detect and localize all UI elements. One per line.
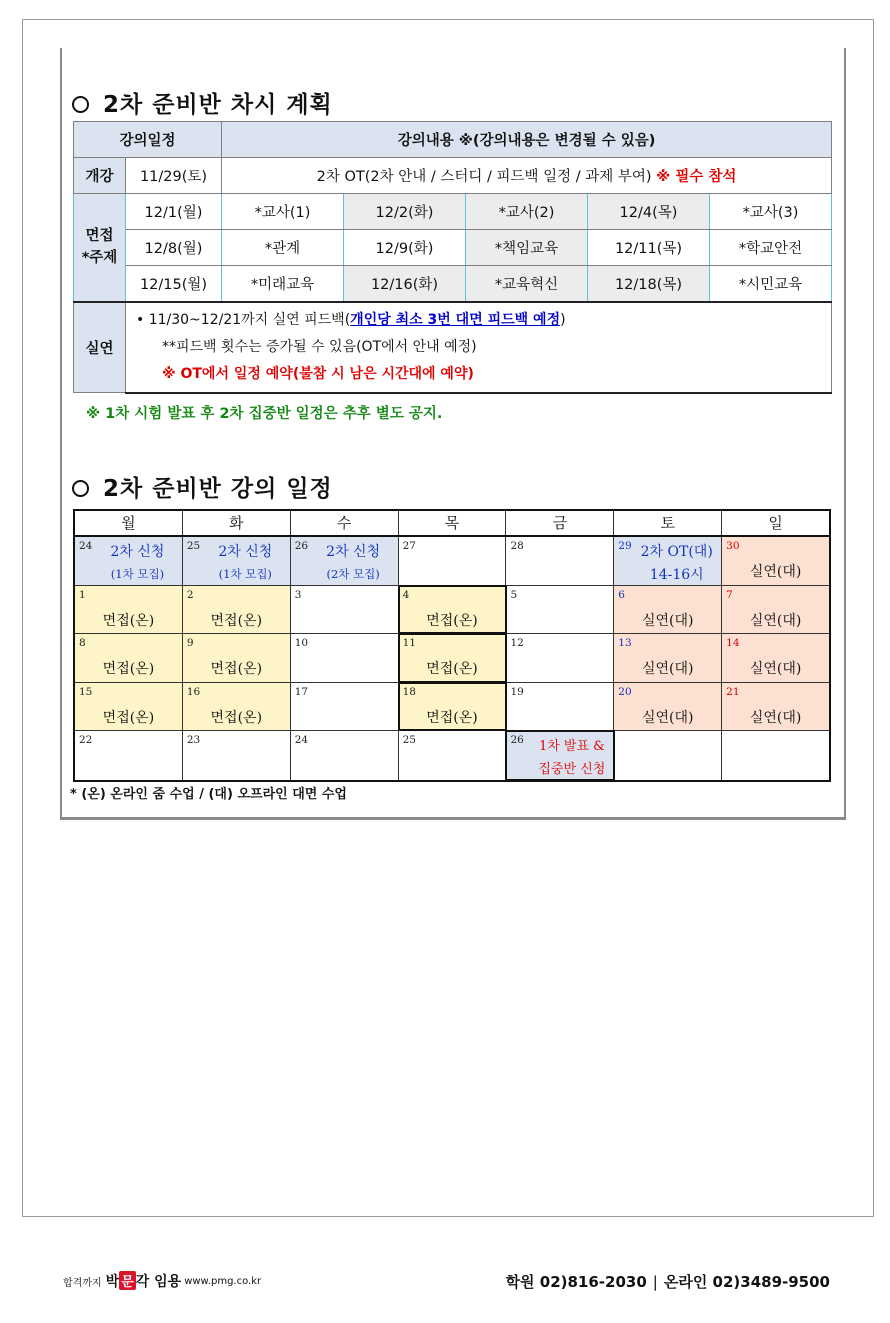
- day-number: 20: [618, 685, 632, 698]
- event-label: 2차 신청: [218, 544, 273, 560]
- event-sublabel: (1차 모집): [110, 567, 165, 581]
- footer-contact: 학원 02)816-2030 | 온라인 02)3489-9500: [505, 1273, 830, 1291]
- reservation-note: ※ OT에서 일정 예약(불참 시 남은 시간대에 예약): [162, 365, 474, 382]
- event-label: 면접(온): [426, 661, 478, 678]
- calendar-day: [722, 537, 829, 585]
- weekday-label: 목: [399, 511, 507, 535]
- section-title-plan: 2차 준비반 차시 계획: [72, 86, 333, 119]
- weekday-label: 금: [506, 511, 614, 535]
- day-number: 6: [618, 588, 625, 601]
- calendar-day: [399, 731, 507, 780]
- brand-logo: 박 문 각 임용: [106, 1271, 182, 1291]
- calendar-day: [75, 683, 183, 731]
- interview-topic: *학교안전: [710, 230, 832, 266]
- interview-date: 12/1(월): [126, 194, 222, 230]
- calendar-day: [722, 634, 829, 682]
- interview-date: 12/4(목): [588, 194, 710, 230]
- event-label: 실연(대): [749, 661, 802, 678]
- online-phone: 온라인 02)3489-9500: [663, 1273, 830, 1291]
- day-number: 18: [402, 685, 416, 698]
- day-number: 10: [294, 637, 309, 650]
- event-label: 2차 신청: [326, 544, 381, 560]
- plan-table: [73, 121, 832, 394]
- interview-row-3: [74, 266, 832, 302]
- day-number: 13: [618, 637, 632, 650]
- calendar-day: [399, 634, 507, 682]
- calendar-week: [75, 634, 829, 683]
- day-number: 14: [726, 637, 740, 650]
- day-number: 3: [294, 588, 302, 601]
- interview-topic: *시민교육: [710, 266, 832, 302]
- calendar-day: [722, 731, 829, 780]
- calendar-day: [75, 731, 183, 780]
- calendar-day: [75, 634, 183, 682]
- event-label: 실연(대): [641, 709, 694, 726]
- day-number: 2: [186, 588, 194, 601]
- weekday-label: 수: [291, 511, 399, 535]
- interview-date: 12/11(목): [588, 230, 710, 266]
- event-label: 실연(대): [749, 709, 802, 726]
- interview-date: 12/15(월): [126, 266, 222, 302]
- calendar-day: [291, 683, 399, 731]
- day-number: 30: [726, 540, 740, 552]
- day-number: 11: [402, 637, 416, 650]
- interview-date: 12/18(목): [588, 266, 710, 302]
- academy-phone: 학원 02)816-2030: [505, 1273, 647, 1291]
- header-schedule: 강의일정: [74, 122, 222, 158]
- weekday-label: 일: [768, 514, 783, 532]
- interview-row-2: [74, 230, 832, 266]
- event-label: 2차 OT(대): [640, 544, 713, 560]
- day-number: 15: [79, 685, 93, 698]
- event-sublabel: (1차 모집): [218, 567, 272, 581]
- calendar-day: [291, 634, 399, 682]
- day-number: 25: [186, 540, 201, 552]
- event-label: 면접(온): [102, 661, 155, 678]
- event-label: 면접(온): [102, 709, 155, 726]
- weekday-label: 화: [183, 511, 291, 535]
- event-label: 면접(온): [210, 709, 263, 726]
- interview-topic: *교육혁신: [466, 266, 588, 302]
- interview-topic: *관계: [222, 230, 344, 266]
- day-number: 9: [186, 637, 194, 650]
- weekday-label: 월: [75, 511, 183, 535]
- day-number: 24: [79, 540, 93, 552]
- calendar-day: [722, 683, 829, 731]
- calendar-day: [614, 731, 722, 780]
- calendar-day: [183, 586, 291, 634]
- event-label: 실연(대): [641, 661, 694, 678]
- calendar-day: [75, 586, 183, 634]
- day-number: 26: [510, 734, 524, 747]
- header-content: 강의내용 ※(강의내용은 변경될 수 있음): [222, 122, 832, 158]
- calendar-day: [614, 683, 722, 731]
- day-number: 5: [510, 588, 518, 601]
- event-label: 실연(대): [641, 612, 694, 629]
- calendar-day: [722, 586, 829, 634]
- interview-date: 12/8(월): [126, 230, 222, 266]
- event-label: 면접(온): [210, 612, 263, 629]
- event-sublabel: 집중반 신청: [538, 762, 606, 778]
- footer-logo: 합격까지 박 문 각 임용 www.pmg.co.kr: [63, 1271, 261, 1291]
- calendar-day: [506, 634, 614, 682]
- day-number: 29: [618, 540, 632, 552]
- event-label: 면접(온): [102, 612, 155, 629]
- event-label: 면접(온): [426, 612, 478, 629]
- day-number: 19: [510, 685, 524, 698]
- plan-header-row: [74, 122, 832, 158]
- calendar-day: [291, 586, 399, 634]
- practice-label: 실연: [74, 302, 126, 393]
- event-label: 실연(대): [749, 564, 802, 580]
- calendar-day: [614, 586, 722, 634]
- day-number: 28: [510, 540, 524, 552]
- calendar-day: [399, 537, 507, 585]
- calendar-day: [183, 634, 291, 682]
- weekday-label: 토: [614, 511, 722, 535]
- day-number: 27: [402, 540, 416, 552]
- interview-topic: *교사(1): [222, 194, 344, 230]
- required-attendance: ※ 필수 참석: [656, 169, 737, 185]
- interview-label: 면접 *주제: [74, 194, 126, 302]
- interview-date: 12/16(화): [344, 266, 466, 302]
- event-label: 면접(온): [426, 709, 478, 726]
- footer-url[interactable]: www.pmg.co.kr: [184, 1275, 262, 1287]
- calendar-day: [506, 731, 614, 780]
- day-number: 23: [186, 734, 201, 747]
- interview-topic: *미래교육: [222, 266, 344, 302]
- calendar-day: [614, 537, 722, 585]
- day-number: 26: [294, 540, 309, 552]
- calendar-day: [506, 586, 614, 634]
- day-number: 17: [294, 685, 309, 698]
- interview-topic: *책임교육: [466, 230, 588, 266]
- interview-topic: *교사(3): [710, 194, 832, 230]
- calendar-day: [399, 586, 507, 634]
- calendar-day: [614, 634, 722, 682]
- opening-date: 11/29(토): [126, 158, 222, 194]
- interview-topic: *교사(2): [466, 194, 588, 230]
- event-sublabel: 14-16시: [649, 567, 704, 583]
- practice-row: [74, 302, 832, 393]
- calendar-legend: * (온) 온라인 줌 수업 / (대) 오프라인 대면 수업: [70, 787, 347, 802]
- opening-content: 2차 OT(2차 안내 / 스터디 / 피드백 일정 / 과제 부여) ※ 필수 참석: [222, 158, 832, 194]
- schedule-calendar: [73, 509, 831, 782]
- interview-date: 12/2(화): [344, 194, 466, 230]
- day-number: 7: [726, 588, 733, 601]
- practice-content: • 11/30~12/21까지 실연 피드백(개인당 최소 3번 대면 피드백 예정) **피드백 횟수는 증가될 수 있음(OT에서 안내 예정) ※ OT에서 일정 예약(불참 시 남은 시간대에 예약): [126, 302, 832, 393]
- calendar-week: [75, 731, 829, 780]
- day-number: 21: [726, 685, 740, 698]
- day-number: 25: [402, 734, 416, 747]
- calendar-day: [506, 537, 614, 585]
- calendar-week: [75, 683, 829, 732]
- calendar-day: [399, 683, 507, 731]
- event-label: 실연(대): [749, 612, 802, 629]
- calendar-day: [183, 537, 291, 585]
- calendar-day: [291, 537, 399, 585]
- calendar-body: [75, 537, 829, 780]
- interview-row-1: [74, 194, 832, 230]
- day-number: 4: [402, 588, 410, 601]
- section-title-schedule: 2차 준비반 강의 일정: [72, 470, 333, 503]
- event-label: 면접(온): [210, 661, 263, 678]
- calendar-day: [506, 683, 614, 731]
- circle-bullet-icon: [72, 480, 89, 497]
- event-label: 1차 발표 &: [538, 739, 605, 755]
- interview-date: 12/9(화): [344, 230, 466, 266]
- day-number: 16: [186, 685, 201, 698]
- event-label: 2차 신청: [110, 544, 165, 560]
- feedback-emphasis: 개인당 최소 3번 대면 피드백 예정: [350, 311, 561, 328]
- calendar-week: [75, 537, 829, 586]
- calendar-day: [183, 683, 291, 731]
- calendar-week: [75, 586, 829, 635]
- opening-row: [74, 158, 832, 194]
- event-sublabel: (2차 모집): [326, 567, 380, 581]
- day-number: 8: [79, 637, 86, 650]
- day-number: 1: [79, 588, 86, 601]
- opening-label: 개강: [74, 158, 126, 194]
- circle-bullet-icon: [72, 96, 89, 113]
- day-number: 12: [510, 637, 524, 650]
- notice-green: ※ 1차 시험 발표 후 2차 집중반 일정은 추후 별도 공지.: [86, 406, 443, 422]
- day-number: 24: [294, 734, 309, 747]
- weekday-header: [75, 511, 829, 537]
- calendar-day: [291, 731, 399, 780]
- day-number: 22: [79, 734, 93, 747]
- calendar-day: [75, 537, 183, 585]
- calendar-day: [183, 731, 291, 780]
